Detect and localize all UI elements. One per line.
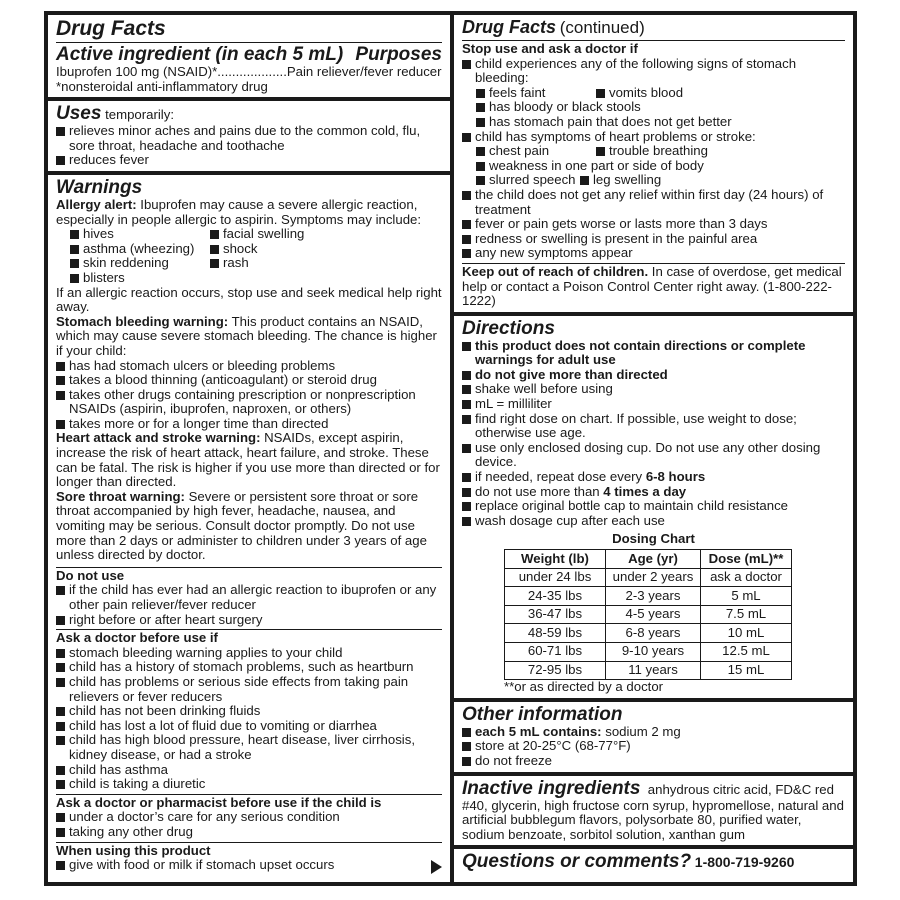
dosing-chart-title: Dosing Chart: [612, 531, 695, 547]
sign-item: trouble breathing: [596, 144, 776, 159]
table-header-row: [505, 550, 792, 569]
table-row: 72-95 lbs 11 years 15 mL: [505, 661, 792, 680]
heart-signs-2: [476, 173, 845, 188]
active-ingredient-footnote: *nonsteroidal anti-inflammatory drug: [56, 78, 268, 94]
sign-item: vomits blood: [596, 86, 776, 101]
symptom-item: facial swelling: [210, 227, 360, 242]
sign-item: leg swelling: [580, 173, 760, 188]
stop-use-heading: Stop use and ask a doctor if: [462, 41, 638, 56]
inactive-ingredients-section: [454, 776, 853, 846]
directions-section: [454, 316, 853, 698]
symptom-item: hives: [70, 227, 210, 242]
allergy-after: If an allergic reaction occurs, stop use and seek medical help right away.: [56, 284, 442, 315]
table-row: 60-71 lbs 9-10 years 12.5 mL: [505, 642, 792, 661]
stop-use-item: child has symptoms of heart problems or stroke:: [462, 130, 845, 145]
uses-item: relieves minor aches and pains due to the common cold, flu, sore throat, headache and toothache: [56, 124, 442, 153]
header-section: [48, 15, 450, 97]
sign-item: chest pain: [476, 144, 596, 159]
ask-doctor-item: stomach bleeding warning applies to your child: [56, 646, 442, 661]
uses-heading: Uses: [56, 103, 102, 125]
heart-warning: Heart attack and stroke warning: NSAIDs, except aspirin, increase the risk of heart attack, heart failure, and stroke. These can be fatal. The risk is higher if you use more than directed or for longer than directed.: [56, 430, 440, 490]
directions-item: wash dosage cup after each use: [462, 514, 845, 529]
ask-doctor-item: child has not been drinking fluids: [56, 704, 442, 719]
directions-item: if needed, repeat dose every 6-8 hours: [462, 470, 845, 485]
ask-doctor-item: child has high blood pressure, heart disease, liver cirrhosis, kidney disease, or had a stroke: [56, 733, 442, 762]
uses-section: [48, 101, 450, 171]
allergy-symptoms: [70, 227, 442, 285]
ask-doctor-item: child has lost a lot of fluid due to vomiting or diarrhea: [56, 719, 442, 734]
do-not-use-item: right before or after heart surgery: [56, 613, 442, 628]
table-row: 48-59 lbs 6-8 years 10 mL: [505, 624, 792, 643]
inactive-heading: Inactive ingredients: [462, 777, 641, 799]
warnings-section: [48, 175, 450, 882]
ask-doctor-item: child has a history of stomach problems, such as heartburn: [56, 660, 442, 675]
symptom-item: blisters: [70, 271, 210, 286]
stop-use-section: [454, 15, 853, 312]
stop-use-item: the child does not get any relief within first day (24 hours) of treatment: [462, 188, 845, 217]
sign-item: has stomach pain that does not get better: [476, 115, 845, 130]
active-ingredient-heading-row: [56, 44, 442, 65]
stop-use-item: fever or pain gets worse or lasts more than 3 days: [462, 217, 845, 232]
throat-warning: Sore throat warning: Severe or persistent sore throat or sore throat accompanied by high fever, headache, nausea, and vomiting may be serious. Consult doctor promptly. Do not use more than 2 days or administer to children under 3 years of age unless directed by doctor.: [56, 488, 427, 563]
active-ingredient-heading: Active ingredient (in each 5 mL): [56, 44, 344, 65]
directions-item: do not give more than directed: [462, 368, 845, 383]
ask-doctor-item: child has problems or serious side effects from taking pain relievers or fever reducers: [56, 675, 442, 704]
directions-item: mL = milliliter: [462, 397, 845, 412]
stop-use-item: redness or swelling is present in the painful area: [462, 232, 845, 247]
ask-doctor-item: child is taking a diuretic: [56, 777, 442, 792]
questions-heading: Questions or comments?: [462, 851, 692, 873]
continued-label: (continued): [559, 18, 645, 37]
dosing-chart-footnote: **or as directed by a doctor: [504, 679, 664, 695]
column-header: Dose (mL)**: [701, 550, 792, 569]
active-ingredient-line: Ibuprofen 100 mg (NSAID)*...................Pain reliever/fever reducer: [56, 64, 442, 79]
ask-pharmacist-item: taking any other drug: [56, 825, 442, 840]
directions-item: use only enclosed dosing cup. Do not use any other dosing device.: [462, 441, 845, 470]
other-info-heading: Other information: [462, 703, 623, 725]
right-column: [454, 15, 853, 882]
other-info-item: do not freeze: [462, 754, 845, 769]
dosing-chart-table: [504, 549, 792, 680]
drug-facts-panel: [44, 11, 857, 886]
stomach-item: takes more or for a longer time than directed: [56, 417, 442, 432]
questions-section: [454, 849, 853, 882]
when-using-item: give with food or milk if stomach upset occurs: [56, 858, 442, 873]
continued-title: Drug Facts: [462, 17, 557, 37]
uses-subheading: temporarily:: [105, 107, 174, 123]
ask-doctor-item: child has asthma: [56, 763, 442, 778]
heart-signs: [476, 144, 845, 159]
arrow-right-icon: [431, 860, 442, 874]
stomach-item: has had stomach ulcers or bleeding problems: [56, 359, 442, 374]
symptom-item: skin reddening: [70, 256, 210, 271]
table-row: 36-47 lbs 4-5 years 7.5 mL: [505, 605, 792, 624]
inactive-text: anhydrous citric acid, FD&C red #40, glycerin, high fructose corn syrup, hypromellose, natural and artificial bubblegum flavors, polysorbate 80, purified water, sodium benzoate, sorbitol solution, xanthan gum: [462, 781, 844, 842]
symptom-item: rash: [210, 256, 360, 271]
table-row: under 24 lbs under 2 years ask a doctor: [505, 568, 792, 587]
sign-item: slurred speech: [476, 173, 580, 188]
column-header: Age (yr): [606, 550, 701, 569]
table-row: 24-35 lbs 2-3 years 5 mL: [505, 587, 792, 606]
uses-item: reduces fever: [56, 153, 442, 168]
when-using-heading: When using this product: [56, 842, 211, 858]
bleeding-signs: [476, 86, 845, 101]
divider: [56, 42, 442, 43]
stomach-warning: Stomach bleeding warning: This product contains an NSAID, which may cause severe stomach bleeding. The chance is higher if your child:: [56, 313, 437, 358]
purposes-heading: Purposes: [355, 44, 442, 65]
stop-use-item: any new symptoms appear: [462, 246, 845, 261]
directions-item: do not use more than 4 times a day: [462, 485, 845, 500]
do-not-use-heading: Do not use: [56, 567, 125, 583]
column-header: Weight (lb): [505, 550, 606, 569]
ask-pharmacist-item: under a doctor’s care for any serious condition: [56, 810, 442, 825]
sign-item: has bloody or black stools: [476, 100, 845, 115]
keep-out-of-reach: Keep out of reach of children. In case of overdose, get medical help or contact a Poison Control Center right away. (1-800-222-1222): [462, 263, 842, 309]
stomach-item: takes other drugs containing prescription or nonprescription NSAIDs (aspirin, ibuprofen, naproxen, or others): [56, 388, 442, 417]
directions-item: this product does not contain directions or complete warnings for adult use: [462, 339, 845, 368]
symptom-item: shock: [210, 242, 360, 257]
other-info-item: each 5 mL contains: sodium 2 mg: [462, 725, 845, 740]
stomach-item: takes a blood thinning (anticoagulant) or steroid drug: [56, 373, 442, 388]
other-info-section: [454, 702, 853, 772]
directions-item: shake well before using: [462, 382, 845, 397]
warnings-heading: Warnings: [56, 176, 143, 198]
directions-item: replace original bottle cap to maintain child resistance: [462, 499, 845, 514]
sign-item: feels faint: [476, 86, 596, 101]
page-title: Drug Facts: [56, 17, 166, 40]
ask-doctor-heading: Ask a doctor before use if: [56, 630, 218, 646]
directions-item: find right dose on chart. If possible, use weight to dose; otherwise use age.: [462, 412, 845, 441]
sign-item: weakness in one part or side of body: [476, 159, 845, 174]
symptom-item: asthma (wheezing): [70, 242, 210, 257]
questions-phone: 1-800-719-9260: [694, 854, 795, 871]
left-column: [48, 15, 450, 882]
ask-pharmacist-heading: Ask a doctor or pharmacist before use if the child is: [56, 794, 382, 810]
stop-use-item: child experiences any of the following signs of stomach bleeding:: [462, 57, 845, 86]
allergy-alert: Allergy alert: Ibuprofen may cause a severe allergic reaction, especially in people allergic to aspirin. Symptoms may include:: [56, 196, 422, 227]
other-info-item: store at 20-25°C (68-77°F): [462, 739, 845, 754]
do-not-use-item: if the child has ever had an allergic reaction to ibuprofen or any other pain reliever/fever reducer: [56, 583, 442, 612]
directions-heading: Directions: [462, 317, 555, 339]
